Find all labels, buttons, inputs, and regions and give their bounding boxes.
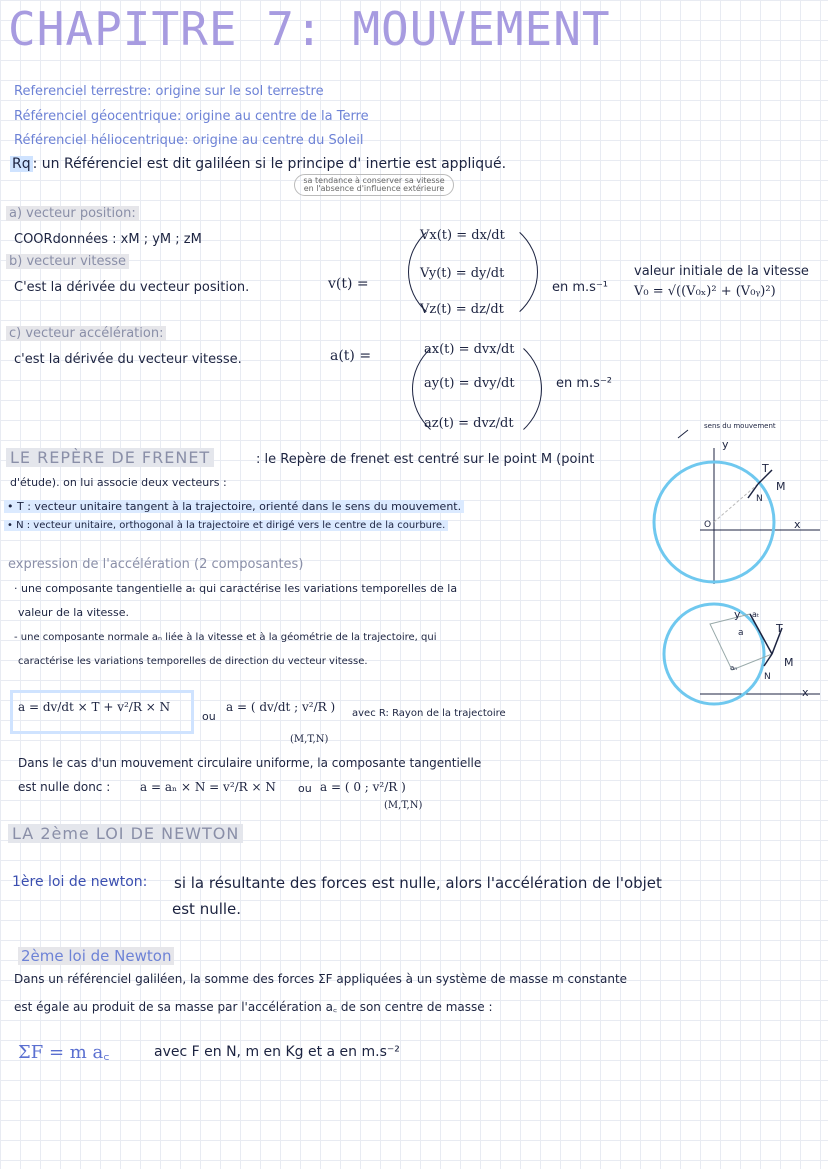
uniform-text2: est nulle donc :: [18, 780, 111, 794]
diagram-m: M: [776, 480, 786, 493]
diagram2-x: x: [802, 686, 809, 699]
uniform-text1: Dans le cas d'un mouvement circulaire uniforme, la composante tangentielle: [18, 756, 482, 770]
accel-c1a: · une composante tangentielle aₜ qui caractérise les variations temporelles de la: [14, 582, 458, 595]
accel-ou: ou: [202, 710, 216, 723]
init-formula: V₀ = √((V₀ₓ)² + (V₀ᵧ)²): [634, 284, 776, 299]
newton1-label: 1ère loi de newton:: [12, 874, 148, 890]
inertia-note: sa tendance à conserver sa vitesse en l'absence d'influence extérieure: [294, 174, 454, 196]
newton1-text2: est nulle.: [172, 900, 242, 918]
diagram-t: T: [762, 462, 769, 475]
frenet-text2: d'étude). on lui associe deux vecteurs :: [10, 476, 227, 489]
uniform-formula2: a = ( 0 ; v²/R ): [320, 780, 406, 794]
accel-formula: a = dv/dt × T + v²/R × N: [18, 700, 171, 714]
newton2-text-b: est égale au produit de sa masse par l'accélération a꜀ de son centre de masse :: [14, 1000, 493, 1014]
a-lhs: a(t) =: [330, 348, 372, 364]
newton1-text: si la résultante des forces est nulle, alors l'accélération de l'objet: [174, 874, 662, 892]
a-vector: [750, 614, 772, 654]
diagram2-t: T: [776, 622, 783, 635]
ref-terrestre: Referenciel terrestre: origine sur le sol terrestre: [14, 84, 324, 99]
init-label: valeur initiale de la vitesse: [634, 264, 809, 279]
ref-remark: [10, 156, 506, 172]
vitesse-text: C'est la dérivée du vecteur position.: [14, 280, 250, 295]
accel-formula2: a = ( dv/dt ; v²/R ): [226, 700, 336, 714]
newton2-formula: ΣF = m a꜀: [18, 1042, 110, 1063]
diagram2-m: M: [784, 656, 794, 669]
a-unit: en m.s⁻²: [556, 376, 613, 391]
rq-label: Rq: [12, 156, 31, 172]
frenet-diagram: [640, 418, 828, 584]
diagram-label: sens du mouvement: [704, 422, 776, 430]
accel-basis: (M,T,N): [290, 734, 329, 745]
vitesse-head: b) vecteur vitesse: [6, 254, 129, 269]
accel-c2b: caractérise les variations temporelles de direction du vecteur vitesse.: [18, 656, 368, 667]
frenet-head: LE REPÈRE DE FRENET: [6, 448, 214, 467]
diagram2-a: a: [738, 628, 744, 638]
az-formula: az(t) = dvz/dt: [424, 416, 514, 431]
vz-formula: Vz(t) = dz/dt: [420, 302, 504, 317]
frenet-t-item: • T : vecteur unitaire tangent à la trajectoire, orienté dans le sens du mouvement.: [4, 500, 464, 513]
uniform-formula: a = aₙ × N = v²/R × N: [140, 780, 276, 794]
ay-formula: ay(t) = dvy/dt: [424, 376, 515, 391]
frenet-text1: : le Repère de frenet est centré sur le point M (point: [256, 452, 595, 467]
v-unit: en m.s⁻¹: [552, 280, 609, 295]
diagram-x: x: [794, 518, 801, 531]
diagram2-y: y: [734, 608, 741, 621]
accel-c2a: - une composante normale aₙ liée à la vitesse et à la géométrie de la trajectoire, qui: [14, 632, 437, 643]
diagram-o: O: [704, 520, 712, 530]
diagram-n: N: [756, 494, 763, 504]
frenet-n-item: • N : vecteur unitaire, orthogonal à la trajectoire et dirigé vers le centre de la courbure.: [4, 520, 448, 531]
newton2-text-a: Dans un référenciel galiléen, la somme des forces ΣF appliquées à un système de masse m constante: [14, 972, 628, 986]
accel-c1b: valeur de la vitesse.: [18, 606, 129, 619]
radius-line: [714, 484, 758, 522]
uniform-ou: ou: [298, 782, 312, 795]
rq-text: : un Référenciel est dit galiléen si le principe d' inertie est appliqué.: [32, 156, 507, 172]
diagram-y: y: [722, 438, 729, 451]
ax-formula: ax(t) = dvx/dt: [424, 342, 515, 357]
newton2-units: avec F en N, m en Kg et a en m.s⁻²: [154, 1044, 400, 1060]
diagram2-n: N: [764, 672, 771, 682]
diagram2-at: aₜ: [752, 610, 760, 619]
accel-avec: avec R: Rayon de la trajectoire: [352, 708, 506, 719]
vy-formula: Vy(t) = dy/dt: [420, 266, 505, 281]
coords-text: COORdonnées : xM ; yM ; zM: [14, 232, 202, 247]
ref-geocentrique: Référenciel géocentrique: origine au centre de la Terre: [14, 109, 369, 124]
position-head: a) vecteur position:: [6, 206, 139, 221]
diagram2-an: aₙ: [730, 664, 738, 672]
trajectory-circle-2: [664, 604, 764, 704]
direction-arrow-icon: [678, 430, 688, 438]
newton-head: LA 2ème LOI DE NEWTON: [8, 824, 243, 843]
page-title: CHAPITRE 7: MOUVEMENT: [8, 2, 611, 56]
ref-heliocentrique: Référenciel héliocentrique: origine au centre du Soleil: [14, 133, 364, 148]
accel-text: c'est la dérivée du vecteur vitesse.: [14, 352, 242, 367]
accel-expr-head: expression de l'accélération (2 composantes): [8, 557, 304, 572]
accel-head: c) vecteur accélération:: [6, 326, 166, 341]
newton2-head: 2ème loi de Newton: [18, 946, 174, 965]
uniform-basis: (M,T,N): [384, 800, 423, 811]
vx-formula: Vx(t) = dx/dt: [420, 228, 505, 243]
v-lhs: v(t) =: [328, 276, 369, 292]
